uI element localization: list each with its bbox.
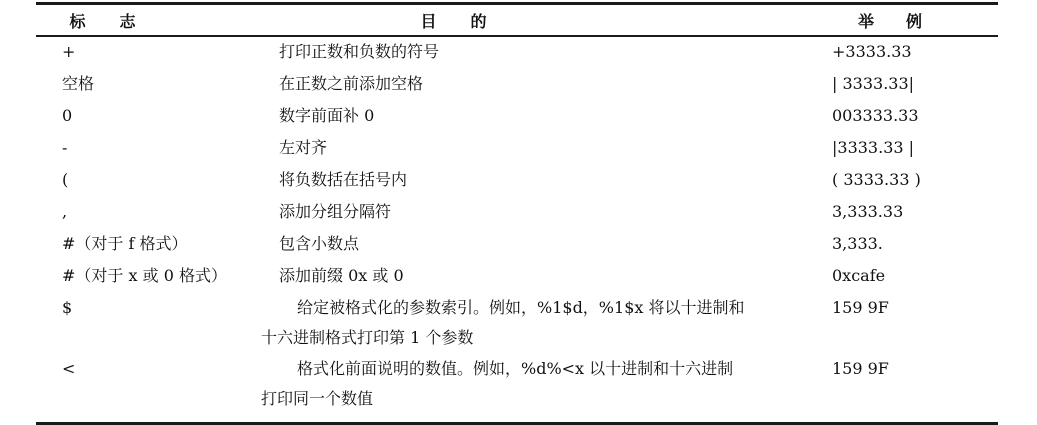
purpose-line-1: 格式化前面说明的数值。例如，%d%<x 以十进制和十六进制 [297, 359, 734, 378]
table-row [36, 197, 998, 229]
flag-cell: #（对于 x 或 0 格式） [62, 266, 227, 285]
example-cell: ( 3333.33 ) [832, 170, 921, 189]
purpose-line-2: 打印同一个数值 [261, 389, 374, 408]
example-cell: |3333.33 | [832, 138, 915, 157]
table-row [36, 133, 998, 165]
table-row [36, 165, 998, 197]
format-flags-table-container [36, 2, 998, 425]
example-cell: | 3333.33| [832, 74, 915, 93]
flag-cell: + [62, 42, 76, 61]
table-body [36, 36, 998, 424]
purpose-cell: 数字前面补 0 [279, 106, 375, 125]
purpose-line-2: 十六进制格式打印第 1 个参数 [261, 328, 474, 347]
example-cell: 3,333.33 [832, 202, 904, 221]
purpose-cell: 在正数之前添加空格 [279, 74, 424, 93]
purpose-cell [243, 354, 798, 424]
format-flags-table [36, 2, 998, 425]
purpose-cell: 包含小数点 [279, 234, 360, 253]
example-cell: +3333.33 [832, 42, 912, 61]
purpose-cell: 将负数括在括号内 [279, 170, 408, 189]
flag-cell: < [36, 354, 243, 424]
purpose-line-1: 给定被格式化的参数索引。例如，%1$d，%1$x 将以十进制和 [297, 298, 745, 317]
table-row [36, 69, 998, 101]
purpose-cell: 打印正数和负数的符号 [279, 42, 440, 61]
purpose-cell: 添加前缀 0x 或 0 [279, 266, 404, 285]
header-example: 举例 [798, 4, 998, 37]
flag-cell: $ [62, 298, 73, 317]
header-flag: 标志 [36, 4, 243, 37]
flag-cell: #（对于 f 格式） [62, 234, 188, 253]
table-row [36, 101, 998, 133]
table-row [36, 354, 998, 424]
table-header [36, 4, 998, 37]
flag-cell: , [62, 202, 68, 221]
purpose-cell: 添加分组分隔符 [279, 202, 392, 221]
table-row [36, 229, 998, 261]
example-cell: 3,333. [832, 234, 883, 253]
header-row [36, 4, 998, 37]
table-row [36, 293, 998, 354]
flag-cell: 空格 [62, 74, 95, 93]
flag-cell: 0 [62, 106, 73, 125]
table-row [36, 36, 998, 69]
header-purpose: 目的 [243, 4, 798, 37]
flag-cell: ( [62, 170, 69, 189]
example-cell: 159 9F [798, 354, 998, 424]
table-row [36, 261, 998, 293]
flag-cell: - [62, 138, 68, 157]
purpose-cell: 左对齐 [279, 138, 328, 157]
example-cell: 0xcafe [832, 266, 886, 285]
purpose-cell [243, 293, 798, 354]
example-cell: 159 9F [832, 298, 889, 317]
example-cell: 003333.33 [832, 106, 919, 125]
